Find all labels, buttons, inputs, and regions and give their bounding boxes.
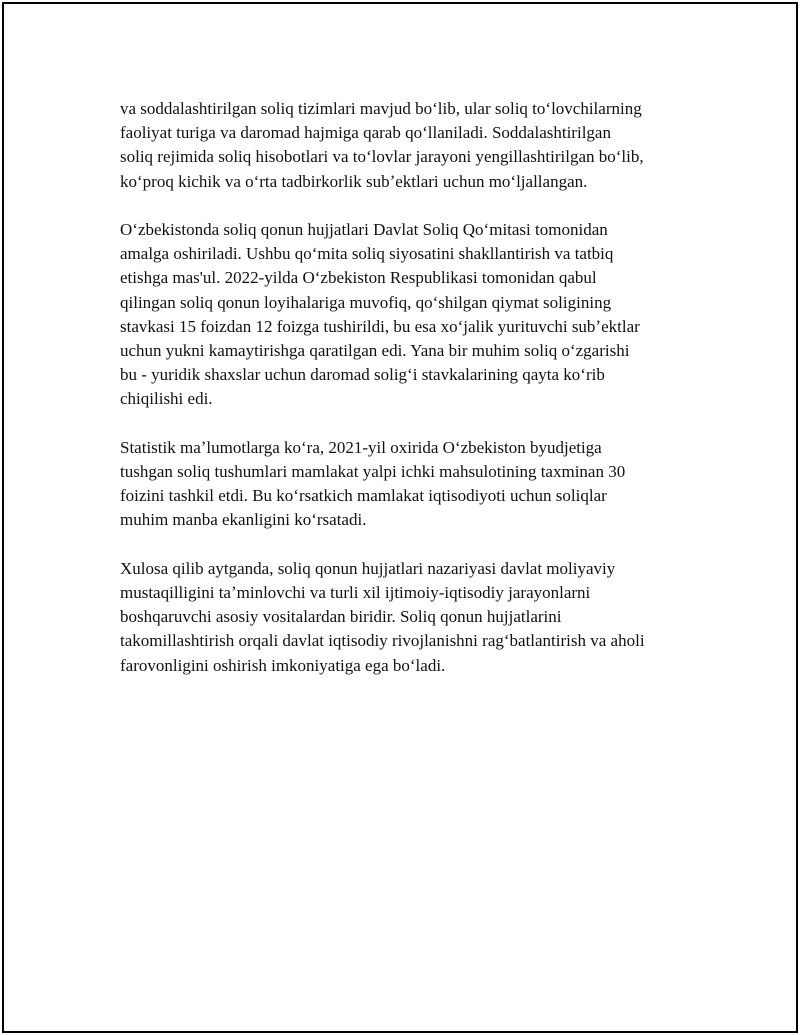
paragraph-tax-committee: Oʻzbekistonda soliq qonun hujjatlari Davlat Soliq Qoʻmitasi tomonidan amalga oshiriladi. Ushbu qoʻmita soliq siyosatini shakllantirish va tatbiq etishga mas'ul. 2022-yilda Oʻzbekiston Respublikasi tomonidan qabul qilingan soliq qonun loyihalariga muvofiq, qoʻshilgan qiymat soligining stavkasi 15 foizdan 12 foizga tushirildi, bu esa xoʻjalik yurituvchi subʼektlar uchun yukni kamaytirishga qaratilgan edi. Yana bir muhim soliq oʻzgarishi bu - yuridik shaxslar uchun daromad soligʻi stavkalarining qayta koʻrib chiqilishi edi.: [120, 220, 640, 409]
document-page: [2, 2, 798, 1033]
paragraph-conclusion: Xulosa qilib aytganda, soliq qonun hujjatlari nazariyasi davlat moliyaviy mustaqilligini taʼminlovchi va turli xil ijtimoiy-iqtisodiy jarayonlarni boshqaruvchi asosiy vositalardan biridir. Soliq qonun hujjatlarini takomillashtirish orqali davlat iqtisodiy rivojlanishni ragʻbatlantirish va aholi farovonligini oshirish imkoniyatiga ega boʻladi.: [120, 558, 645, 675]
document-body: [120, 97, 695, 702]
paragraph-statistics: Statistik maʼlumotlarga koʻra, 2021-yil oxirida Oʻzbekiston byudjetiga tushgan soliq tushumlari mamlakat yalpi ichki mahsulotining taxminan 30 foizini tashkil etdi. Bu koʻrsatkich mamlakat iqtisodiyoti uchun soliqlar muhim manba ekanligini koʻrsatadi.: [120, 437, 626, 530]
paragraph-simplified-tax: va soddalashtirilgan soliq tizimlari mavjud boʻlib, ular soliq toʻlovchilarning faoliyat turiga va daromad hajmiga qarab qoʻllaniladi. Soddalashtirilgan soliq rejimida soliq hisobotlari va toʻlovlar jarayoni yengillashtirilgan boʻlib, koʻproq kichik va oʻrta tadbirkorlik subʼektlari uchun moʻljallangan.: [120, 99, 644, 191]
